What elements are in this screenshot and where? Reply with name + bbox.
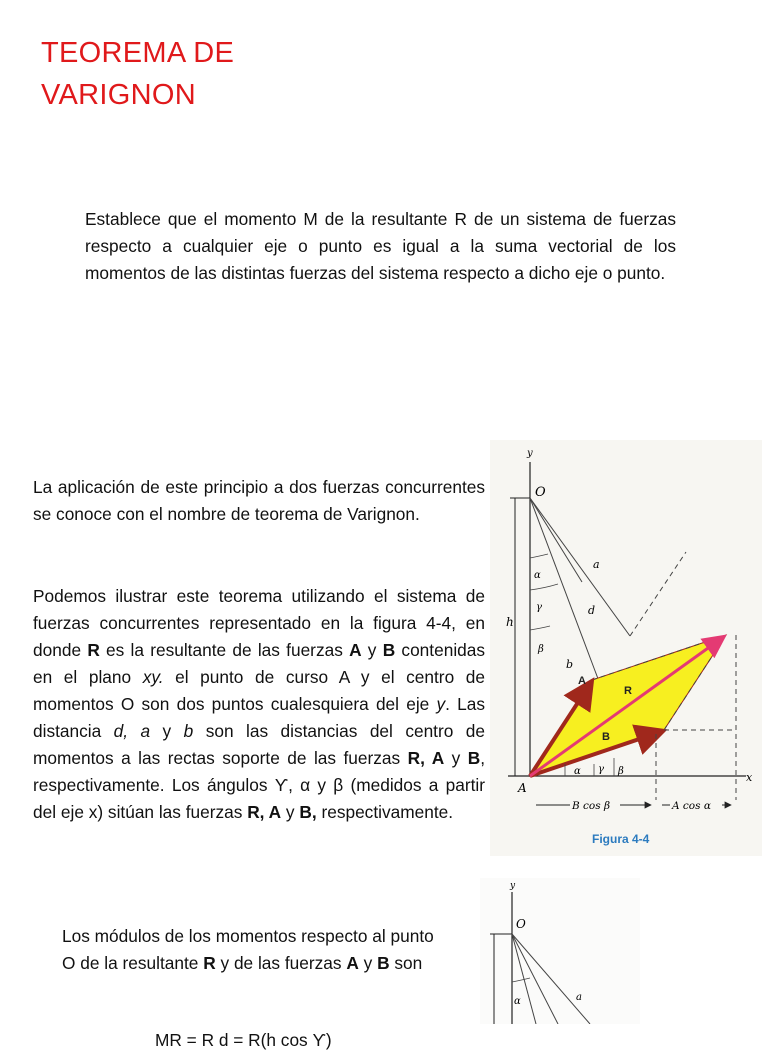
point-a-label: A	[518, 781, 527, 795]
formula-line: MR = R d = R(h cos ϒ)	[155, 1030, 332, 1051]
point-o-label-2: O	[516, 917, 526, 931]
point-o-label: O	[535, 485, 546, 500]
a-distance-label: a	[593, 558, 600, 571]
acos-label: A cos α	[672, 800, 711, 812]
title-line-1: TEOREMA DE	[41, 37, 235, 69]
y-axis-label: y	[527, 448, 533, 459]
y-axis-label-2: y	[510, 881, 516, 891]
varignon-diagram	[490, 440, 762, 856]
figure-caption: Figura 4-4	[592, 832, 650, 846]
gamma-arc-top	[530, 584, 558, 590]
extension-line	[630, 552, 686, 636]
a-label-2: a	[576, 992, 582, 1003]
x-axis-label: x	[746, 771, 753, 784]
vector-b-label: B	[602, 731, 610, 743]
illustration-paragraph: Podemos ilustrar este teorema utilizando el sistema de fuerzas concurrentes representado en la figura 4-4, en donde R es la resultante de las fuerzas A y B contenidas en el plano xy. el punto de curso A y el centro de momentos O son dos puntos cualesquiera del eje y. Las distancia d, a y b son las distancias del centro de momentos a las rectas soporte de las fuerzas R, A y B, respectivamente. Los ángulos ϒ, α y β (medidos a partir del eje x) sitúan las fuerzas R, A y B, respectivamente.	[33, 586, 486, 823]
vector-a-label: A	[578, 675, 586, 687]
gamma-bottom-label: γ	[598, 764, 604, 775]
figure-4-4-repeat	[480, 878, 640, 1024]
alpha-label-2: α	[514, 996, 521, 1007]
page-title	[41, 32, 361, 116]
gamma-top-label: γ	[536, 602, 542, 613]
alpha-bottom-label: α	[574, 766, 581, 777]
alpha-top-label: α	[534, 570, 541, 581]
varignon-diagram-partial	[480, 878, 640, 1024]
d-distance-label: d	[588, 604, 596, 617]
moments-paragraph: Los módulos de los momentos respecto al punto O de la resultante R y de las fuerzas A y B son	[62, 926, 434, 974]
figure-4-4	[490, 440, 762, 856]
alpha-arc-top	[530, 554, 548, 558]
beta-bottom-label: β	[618, 766, 624, 777]
h-label: h	[506, 615, 514, 629]
beta-arc-top	[530, 626, 550, 630]
vector-r-label: R	[624, 685, 632, 697]
alpha-arc-2	[512, 978, 530, 982]
beta-top-label: β	[538, 644, 544, 655]
title-line-2: VARIGNON	[41, 79, 196, 111]
b-distance-label: b	[566, 658, 574, 671]
resultant-arrow	[530, 638, 722, 776]
application-paragraph: La aplicación de este principio a dos fuerzas concurrentes se conoce con el nombre de teorema de Varignon.	[33, 477, 485, 525]
intro-paragraph: Establece que el momento M de la resultante R de un sistema de fuerzas respecto a cualquier eje o punto es igual a la suma vectorial de los momentos de las distintas fuerzas del sistema respecto a dicho eje o punto.	[85, 209, 676, 284]
bcos-label: B cos β	[572, 800, 611, 812]
perp-d-line	[530, 498, 630, 636]
